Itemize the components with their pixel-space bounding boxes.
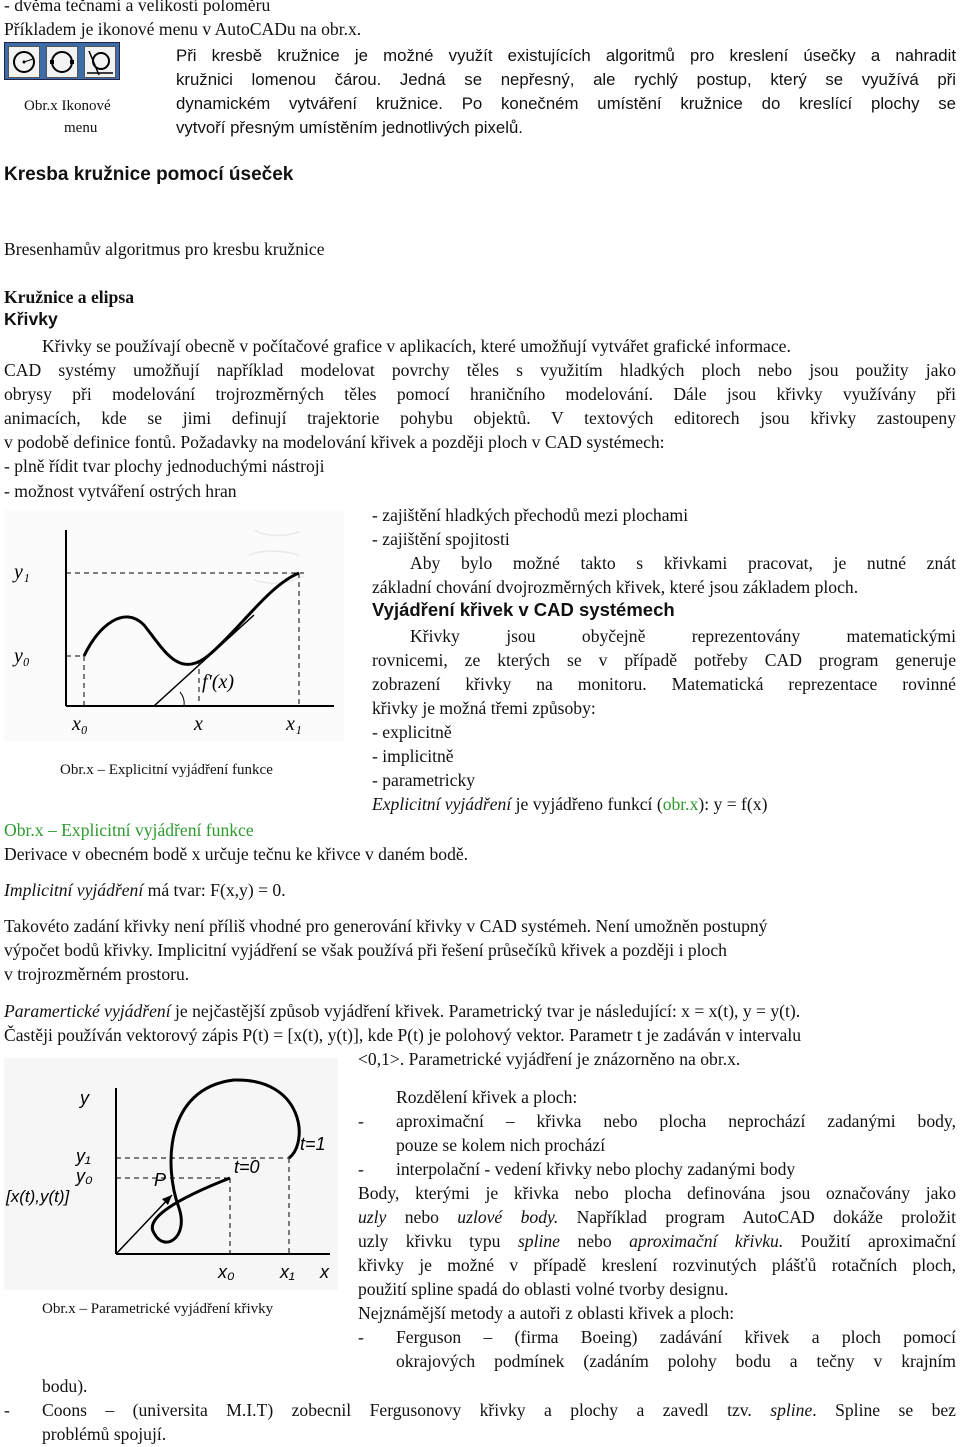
derivative-label: f'(x) — [202, 671, 235, 693]
circle-two-point-icon[interactable] — [46, 46, 78, 78]
list-item: bodu). — [42, 1376, 88, 1396]
parameter-label-t1: t=1 — [300, 1134, 326, 1154]
text-line: Nejznámější metody a autoři z oblasti křivek a ploch: — [358, 1303, 735, 1323]
paragraph-line: Při kresbě kružnice je možné využít existujících algoritmů pro kreslení úsečky a nahradit — [176, 46, 956, 65]
list-item: okrajových podmínek (zadáním polohy bodu a tečny v krajním — [396, 1351, 956, 1371]
paragraph-line: křivky je možné v případě kreslení rozvinutých plášťů rotačních ploch, — [358, 1255, 956, 1275]
figure-caption: Obr.x – Explicitní vyjádření funkce — [60, 762, 273, 778]
list-item: - plně řídit tvar plochy jednoduchými nástroji — [4, 456, 325, 476]
explicit-function-figure — [4, 510, 344, 742]
text-span: Použití aproximační — [783, 1231, 956, 1251]
axis-label-y1: y₁ — [76, 1146, 91, 1166]
paragraph-line: vytvoří přesným umístěním jednotlivých pixelů. — [176, 118, 523, 137]
paragraph-line: kružnici lomenou čárou. Jedná se nepřesný, ale rychlý postup, který se využívá při — [176, 70, 956, 89]
axis-label-y0: y₀ — [76, 1166, 93, 1186]
paragraph-line — [358, 1205, 956, 1229]
axis-label-x: x — [320, 1262, 329, 1282]
point-label-p: P — [154, 1170, 167, 1190]
parameter-label-t0: t=0 — [234, 1157, 260, 1177]
list-item: - implicitně — [372, 746, 454, 766]
axis-label-x1: x₁ — [286, 713, 302, 735]
paragraph-line — [4, 999, 800, 1023]
text-line: Rozdělení křivek a ploch: — [396, 1087, 578, 1107]
axis-label-x1: x₁ — [280, 1262, 295, 1282]
section-heading: Vyjádření křivek v CAD systémech — [372, 599, 675, 620]
list-dash: - — [358, 1111, 364, 1131]
text-span: ): y = f(x) — [698, 794, 768, 814]
text-line: Bresenhamův algoritmus pro kresbu kružnice — [4, 239, 325, 259]
paragraph-line: Křivky jsou obyčejně reprezentovány matematickými — [410, 626, 956, 646]
section-heading: Kružnice a elipsa — [4, 287, 134, 307]
text-line — [4, 878, 286, 902]
paragraph-line: Takovéto zadání křivky není příliš vhodné pro generování křivky v CAD systémeh. Není umožněn postupný — [4, 916, 768, 936]
paragraph-line: v trojrozměrném prostoru. — [4, 964, 190, 984]
list-item: - možnost vytváření ostrých hran — [4, 481, 237, 501]
circle-tangent-icon[interactable] — [84, 46, 116, 78]
list-dash: - — [358, 1159, 364, 1179]
axis-label-y0: y₀ — [14, 645, 30, 667]
text-span: uzly křivku typu — [358, 1231, 518, 1251]
text-line — [372, 792, 767, 816]
figure-caption: menu — [64, 120, 98, 136]
list-item: aproximační – křivka nebo plocha neprochází zadanými body, — [396, 1111, 956, 1131]
figure-reference[interactable]: obr.x — [662, 794, 699, 814]
parametric-curve-figure — [4, 1058, 338, 1290]
circle-center-radius-icon[interactable] — [8, 46, 40, 78]
paragraph-line: rovnicemi, ze kterých se v případě potřeby CAD program generuje — [372, 650, 956, 670]
paragraph-line: <0,1>. Parametrické vyjádření je znázorněno na obr.x. — [358, 1049, 741, 1069]
paragraph-line — [358, 1229, 956, 1253]
list-item: Ferguson – (firma Boeing) zadávání křivek a ploch pomocí — [396, 1327, 956, 1347]
position-vector-label: [x(t),y(t)] — [6, 1187, 70, 1206]
paragraph-line: dynamickém vytváření kružnice. Po konečném umístění kružnice do kreslící plochy se — [176, 94, 956, 113]
list-item: - explicitně — [372, 722, 452, 742]
section-heading: Křivky — [4, 309, 58, 329]
axis-label-x0: x₀ — [218, 1262, 235, 1282]
figure-caption: Obr.x – Parametrické vyjádření křivky — [42, 1301, 274, 1317]
italic-term: aproximační křivku. — [629, 1231, 784, 1251]
text-span: je nejčastější způsob vyjádření křivek. Parametrický tvar je následující: x = x(t), y = y(t). — [170, 1001, 801, 1021]
axis-label-x0: x₀ — [72, 713, 88, 735]
text-line: Derivace v obecném bodě x určuje tečnu ke křivce v daném bodě. — [4, 844, 469, 864]
paragraph-line: Body, kterými je křivka nebo plocha definována jsou označovány jako — [358, 1183, 956, 1203]
text-span: Coons – (universita M.I.T) zobecnil Fergusonovy křivky a plochy a zavedl tzv. — [42, 1400, 771, 1420]
axis-label-y: y — [80, 1088, 89, 1108]
paragraph-line: animacích, kde se jimi definují trajektorie pohybu objektů. V textových editorech jsou křivky zastoupeny — [4, 408, 956, 428]
list-item: pouze se kolem nich prochází — [396, 1135, 606, 1155]
italic-term: Implicitní vyjádření — [4, 880, 144, 900]
list-item: - zajištění spojitosti — [372, 529, 510, 549]
list-item: - parametricky — [372, 770, 476, 790]
paragraph-line: obrysy při modelování trojrozměrných těles pomocí hraničního modelování. Dále jsou křivky využívány při — [4, 384, 956, 404]
list-dash: - — [4, 1400, 10, 1420]
paragraph-line: použití spline spadá do oblasti volné tvorby designu. — [358, 1279, 729, 1299]
paragraph-line: základní chování dvojrozměrných křivek, které jsou základem ploch. — [372, 577, 859, 597]
paragraph-line: Aby bylo možné takto s křivkami pracovat, je nutné znát — [410, 553, 956, 573]
figure-reference[interactable]: Obr.x – Explicitní vyjádření funkce — [4, 820, 254, 840]
italic-term: spline — [517, 1231, 560, 1251]
axis-label-x: x — [194, 713, 203, 735]
italic-term: uzlové body. — [457, 1207, 559, 1227]
list-dash: - — [358, 1327, 364, 1347]
paragraph-line: zobrazení křivky na monitoru. Matematická reprezentace rovinné — [372, 674, 956, 694]
italic-term: uzly — [358, 1207, 387, 1227]
paragraph-line: CAD systémy umožňují například modelovat povrchy těles s využitím hladkých ploch nebo jsou použity jako — [4, 360, 956, 380]
text-span: nebo — [559, 1231, 630, 1251]
list-item — [42, 1398, 956, 1422]
paragraph-line: křivky je možná třemi způsoby: — [372, 698, 596, 718]
text-span: Například program AutoCAD dokáže proložit — [558, 1207, 956, 1227]
paragraph-line: výpočet bodů křivky. Implicitní vyjádření se však používá při řešení průsečíků křivek a později i ploch — [4, 940, 727, 960]
list-item: - zajištění hladkých přechodů mezi plochami — [372, 505, 689, 525]
axis-label-y1: y₁ — [14, 561, 30, 583]
list-item: - dvěma tečnami a velikostí poloměru — [4, 0, 271, 15]
list-item: interpolační - vedení křivky nebo plochy zadanými body — [396, 1159, 796, 1179]
figure-caption: Obr.x Ikonové — [24, 98, 111, 114]
text-span: nebo — [386, 1207, 458, 1227]
text-span: má tvar: F(x,y) = 0. — [143, 880, 286, 900]
text-line: Příkladem je ikonové menu v AutoCADu na obr.x. — [4, 19, 362, 39]
paragraph-line: v podobě definice fontů. Požadavky na modelování křivek a později ploch v CAD systémech: — [4, 432, 665, 452]
text-span: je vyjádřeno funkcí ( — [511, 794, 663, 814]
paragraph-line: Častěji používán vektorový zápis P(t) = [x(t), y(t)], kde P(t) je polohový vektor. Parametr t je zadáván v intervalu — [4, 1025, 802, 1045]
list-item: problémů spojují. — [42, 1424, 167, 1444]
italic-term: Explicitní vyjádření — [372, 794, 512, 814]
italic-term: spline — [770, 1400, 813, 1420]
section-heading: Kresba kružnice pomocí úseček — [4, 164, 294, 185]
paragraph-line: Křivky se používají obecně v počítačové grafice v aplikacích, které umožňují vytvářet grafické informace. — [42, 336, 791, 356]
text-span: . Spline se bez — [812, 1400, 956, 1420]
italic-term: Paramertické vyjádření — [4, 1001, 171, 1021]
icon-menu-toolbar — [4, 42, 120, 80]
